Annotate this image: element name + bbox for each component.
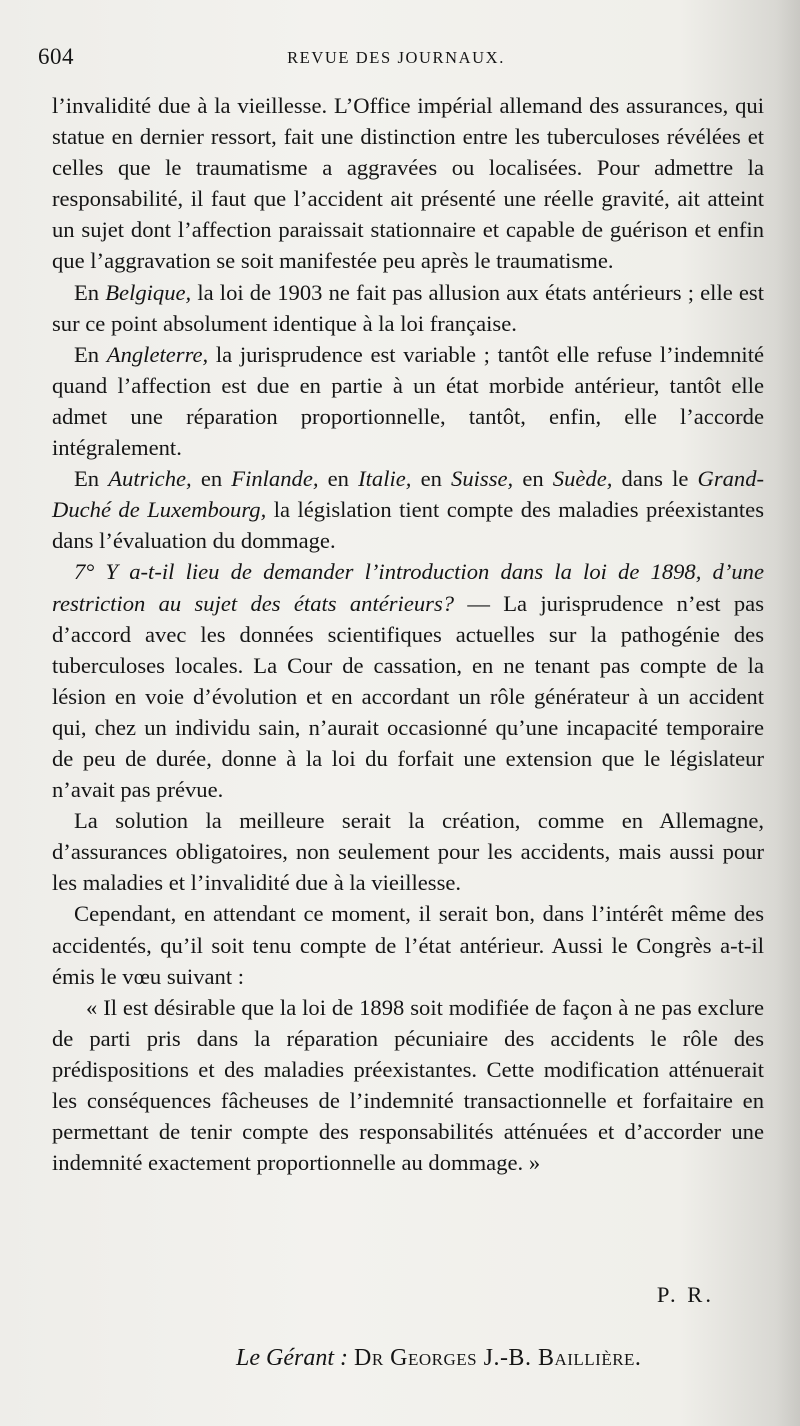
- running-head: REVUE DES JOURNAUX.: [287, 48, 505, 67]
- author-initials: P. R.: [656, 1282, 714, 1307]
- country-suede: Suède,: [552, 466, 613, 492]
- page-number: 604: [38, 44, 74, 69]
- resolution-quote: « Il est désirable que la loi de 1898 soit modifiée de façon à ne pas exclure de parti pris dans la réparation pécuniaire des accidents le rôle des prédispositions et des maladies préexistantes. Cette modification atténuerait les conséquences fâcheuses de l’indemnité transactionnelle et forfaitaire en permettant de tenir compte des responsabilités atténuées et d’accorder une indemnité exactement proportionnelle au dommage. »: [52, 994, 764, 1176]
- footer-name: Dr Georges J.-B. Baillière.: [353, 1345, 642, 1371]
- text-run: la loi de 1903 ne fait pas allusion aux états antérieurs ; elle est sur ce point absolument identique à la loi française.: [52, 279, 764, 336]
- country-angleterre: Angleterre,: [106, 341, 209, 367]
- footer-role: Le Gérant :: [236, 1345, 348, 1371]
- paragraph-6: La solution la meilleure serait la création, comme en Allemagne, d’assurances obligatoires, non seulement pour les accidents, mais aussi pour les maladies et l’invalidité due à la vieillesse.: [52, 808, 764, 896]
- paragraph-4: [52, 463, 764, 556]
- text-run: En: [74, 341, 107, 367]
- text-run: en: [191, 466, 232, 492]
- text-run: la jurisprudence est variable ; tantôt elle refuse l’indemnité quand l’affection est due en partie à un état morbide antérieur, tantôt elle admet une réparation proportionnelle, tantôt, enfin, elle l’accorde intégralement.: [52, 341, 764, 461]
- question-heading: 7° Y a-t-il lieu de demander l’introduction dans la loi de 1898, d’une restriction au sujet des états antérieurs?: [52, 559, 764, 616]
- country-belgique: Belgique,: [105, 279, 192, 305]
- page-header: [38, 44, 754, 80]
- paragraph-1: l’invalidité due à la vieillesse. L’Office impérial allemand des assurances, qui statue en dernier ressort, fait une distinction entre les tuberculoses révélées et celles que le traumatisme a aggravées ou localisées. Pour admettre la responsabilité, il faut que l’accident ait présenté une réelle gravité, ait atteint un sujet dont l’affection paraissait stationnaire et capable de guérison et enfin que l’aggravation se soit manifestée peu après le traumatisme.: [52, 93, 764, 274]
- paragraph-5: [52, 556, 764, 805]
- country-italie: Italie,: [358, 466, 412, 492]
- text-run: — La jurisprudence n’est pas d’accord avec les données scientifiques actuelles sur la pathogénie des tuberculoses locales. La Cour de cassation, en ne tenant pas compte de la lésion en voie d’évolution et en accordant un rôle générateur à un accident qui, chez un individu sain, n’aurait occasionné qu’une incapacité temporaire de peu de durée, donne à la loi du forfait une extension que le législateur n’avait pas prévue.: [52, 590, 764, 803]
- text-run: la législation tient compte des maladies préexistantes dans l’évaluation du dommage.: [52, 497, 764, 554]
- body-text: [52, 90, 764, 1178]
- text-run: en: [318, 466, 359, 492]
- paragraph-2: [52, 277, 764, 339]
- paragraph-7: Cependant, en attendant ce moment, il serait bon, dans l’intérêt même des accidentés, qu’il soit tenu compte de l’état antérieur. Aussi le Congrès a-t-il émis le vœu suivant :: [52, 901, 764, 989]
- country-autriche: Autriche,: [108, 466, 192, 492]
- text-run: en: [411, 466, 452, 492]
- text-run: dans le: [612, 466, 698, 492]
- publisher-footer: [236, 1345, 756, 1372]
- country-suisse: Suisse,: [451, 466, 514, 492]
- text-run: En: [74, 279, 106, 305]
- text-run: En: [74, 466, 109, 492]
- text-run: en: [513, 466, 553, 492]
- country-luxembourg: Grand-Duché de Luxembourg,: [52, 466, 765, 523]
- country-finlande: Finlande,: [231, 466, 319, 492]
- paragraph-3: [52, 339, 764, 463]
